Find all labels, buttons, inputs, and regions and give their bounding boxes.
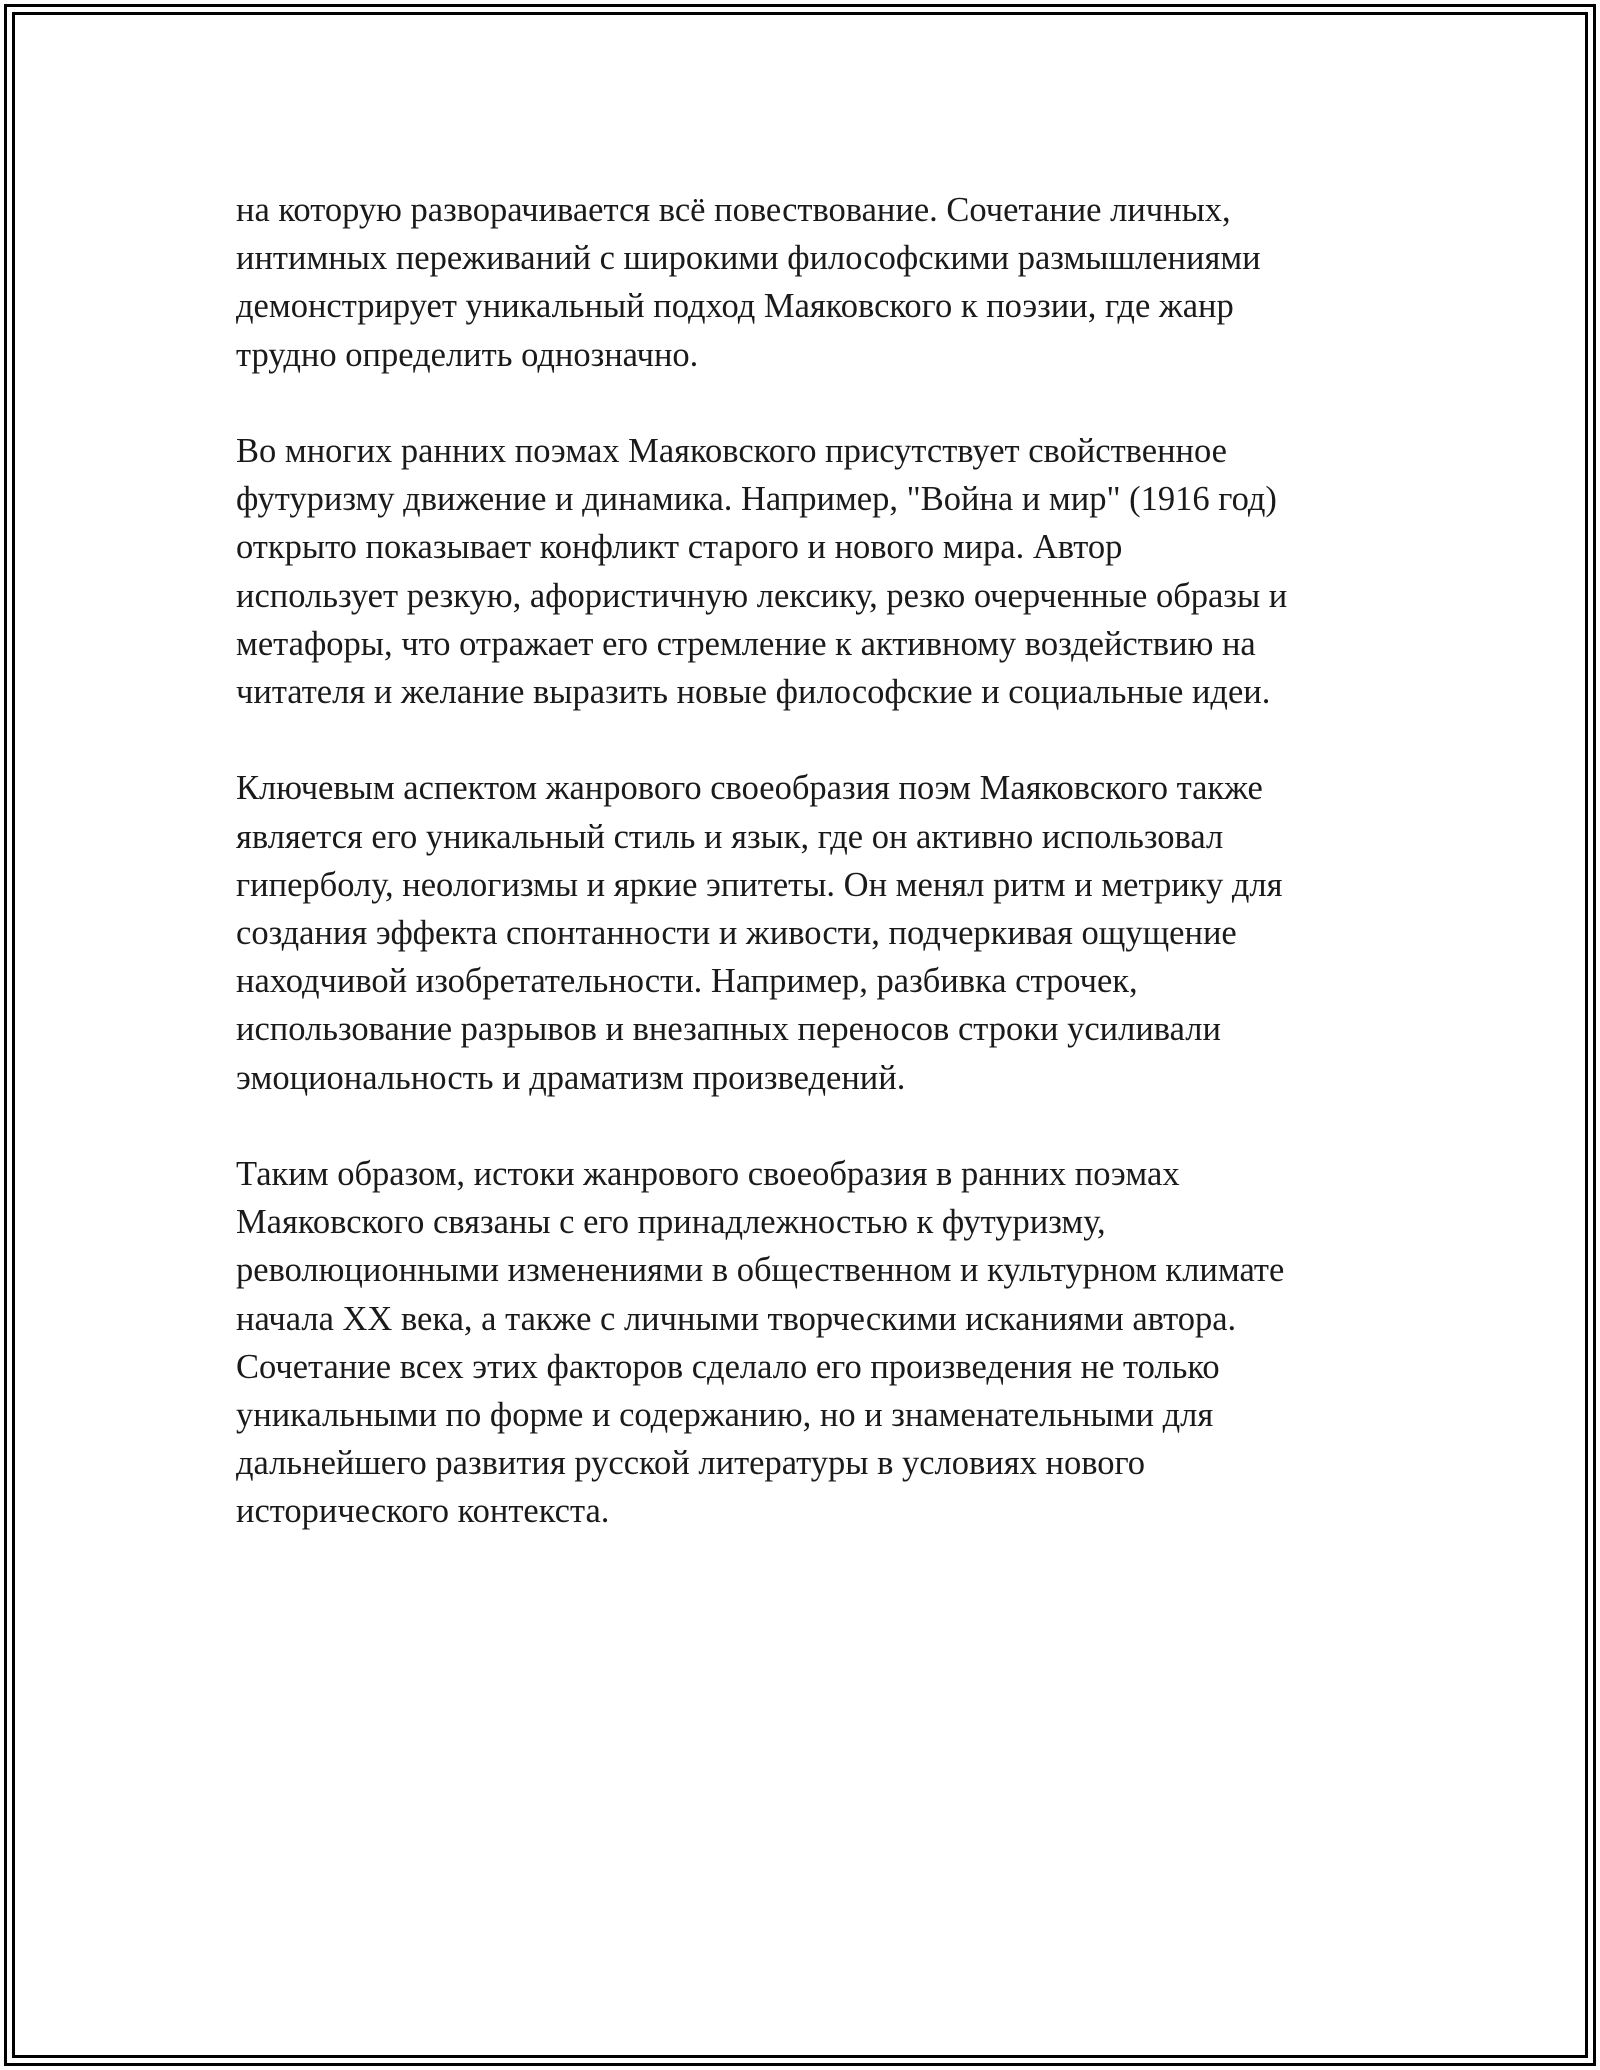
- document-body: [236, 186, 1386, 1536]
- paragraph-3: Ключевым аспектом жанрового своеобразия поэм Маяковского также является его уникальный стиль и язык, где он активно использовал гиперболу, неологизмы и яркие эпитеты. Он менял ритм и метрику для создания эффекта спонтанности и живости, подчеркивая ощущение находчивой изобретательности. Например, разбивка строчек, использование разрывов и внезапных переносов строки усиливали эмоциональность и драматизм произведений.: [236, 769, 1283, 1097]
- paragraph-2: Во многих ранних поэмах Маяковского присутствует свойственное футуризму движение и динамика. Например, "Война и мир" (1916 год) открыто показывает конфликт старого и нового мира. Автор использует резкую, афористичную лексику, резко очерченные образы и метафоры, что отражает его стремление к активному воздействию на читателя и желание выразить новые философские и социальные идеи.: [236, 432, 1288, 712]
- paragraph-4: Таким образом, истоки жанрового своеобразия в ранних поэмах Маяковского связаны с его принадлежностью к футуризму, революционными изменениями в общественном и культурном климате начала XX века, а также с личными творческими исканиями автора. Сочетание всех этих факторов сделало его произведения не только уникальными по форме и содержанию, но и знаменательными для дальнейшего развития русской литературы в условиях нового исторического контекста.: [236, 1155, 1285, 1531]
- paragraph-1: на которую разворачивается всё повествование. Сочетание личных, интимных переживаний с широкими философскими размышлениями демонстрирует уникальный подход Маяковского к поэзии, где жанр трудно определить однозначно.: [236, 191, 1261, 374]
